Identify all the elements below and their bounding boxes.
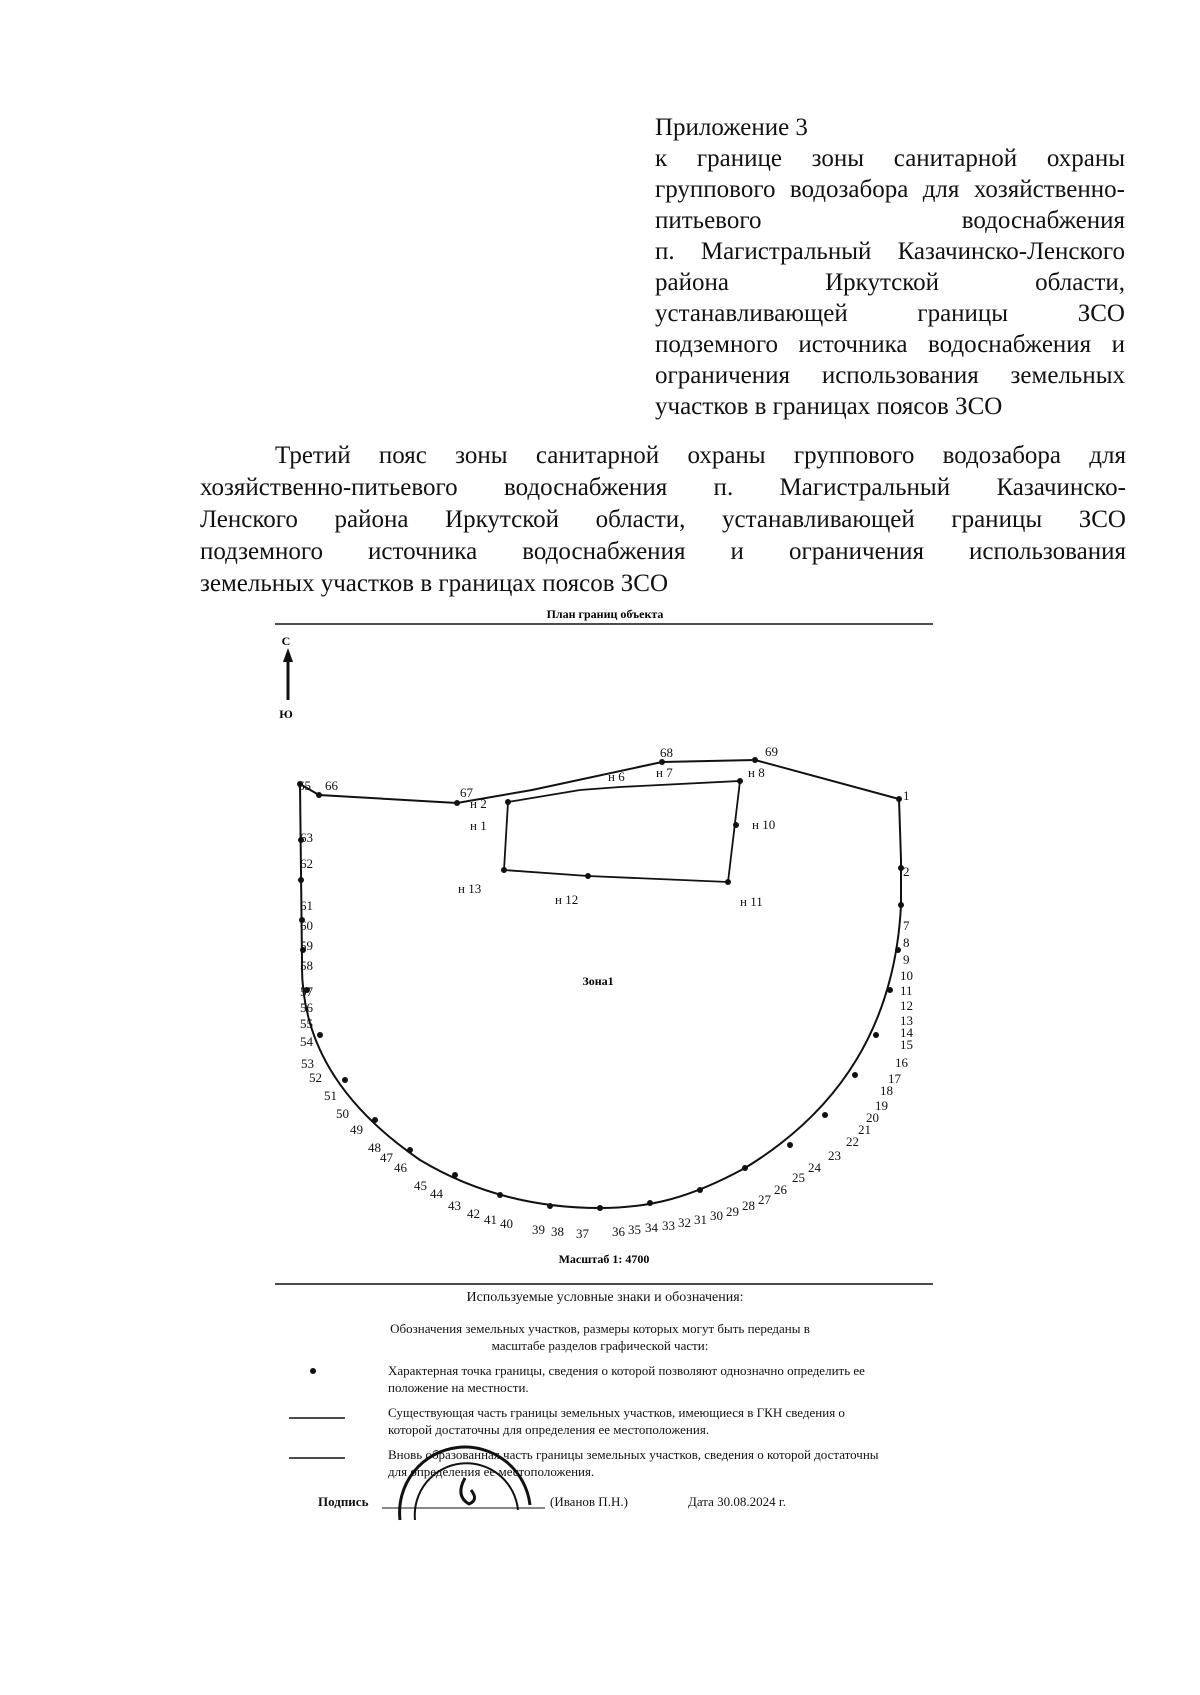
annex-line: участков в границах поясов ЗСО [655,393,1003,420]
point-label: 66 [325,778,338,793]
point-label: 43 [448,1198,461,1213]
point-label: 13 [900,1013,913,1028]
inner-point-label: н 11 [740,894,763,909]
annex-line: питьевого водоснабжения [655,207,1125,234]
point-label: 16 [895,1055,908,1070]
point-label: 44 [430,1186,443,1201]
point-label: 26 [774,1182,787,1197]
point-label: 9 [903,952,910,967]
inner-point-label: н 6 [608,769,625,784]
annex-line: устанавливающей границы ЗСО [655,300,1125,327]
point-label: 30 [710,1208,723,1223]
annex-line: п. Магистральный Казачинско-Ленского [655,238,1125,265]
heading-line: подземного источника водоснабжения и ограничения использования [200,538,1126,565]
point-label: 69 [765,744,778,759]
point-label: 36 [612,1224,625,1239]
point-label: 53 [301,1056,314,1071]
point-label: 50 [336,1106,349,1121]
scale-label: Масштаб 1: 4700 [558,1252,650,1266]
annex-line: ограничения использования земельных [655,362,1125,389]
point-label: 10 [900,968,913,983]
point-label: 12 [900,998,913,1013]
point-label: 31 [694,1212,707,1227]
heading-line: хозяйственно-питьевого водоснабжения п. Магистральный Казачинско- [200,474,1126,501]
annex-line: Приложение 3 [655,114,808,141]
annex-line: подземного источника водоснабжения и [655,331,1125,358]
point-label: 22 [846,1134,859,1149]
point-label: 18 [880,1083,893,1098]
point-label: 45 [414,1178,427,1193]
inner-point-label: н 1 [470,818,487,833]
point-label: 25 [792,1170,805,1185]
signature-date: Дата 30.08.2024 г. [688,1494,787,1509]
point-label: 20 [866,1110,879,1125]
signer-name: (Иванов П.Н.) [550,1494,628,1509]
annex-line: к границе зоны санитарной охраны [655,145,1125,172]
point-label: 41 [484,1212,497,1227]
point-label: 68 [660,745,673,760]
point-label: 19 [875,1098,888,1113]
point-label: 67 [460,785,473,800]
point-label: 7 [903,918,910,933]
point-label: 17 [888,1071,901,1086]
north-arrow-head [283,648,293,662]
legend-point-symbol [310,1368,316,1374]
point-label: 59 [300,938,313,953]
point-label: 55 [300,1016,313,1031]
heading-line: Третий пояс зоны санитарной охраны группового водозабора для [275,442,1126,469]
point-label: 39 [532,1222,545,1237]
outer-point-labels [298,744,914,1241]
point-label: 54 [300,1034,313,1049]
point-label: 8 [903,935,910,950]
heading-line: Ленского района Иркутской области, устанавливающей границы ЗСО [200,506,1126,533]
point-label: 47 [380,1150,393,1165]
point-label: 49 [350,1122,363,1137]
point-label: 48 [368,1140,381,1155]
point-label: 60 [300,918,313,933]
point-label: 58 [300,958,313,973]
point-label: 34 [645,1220,658,1235]
point-label: 23 [828,1148,841,1163]
legend-item-point: Характерная точка границы, сведения о которой позволяют однозначно определить ее положение на местности. [388,1363,865,1395]
inner-point-label: н 7 [656,765,673,780]
point-label: 57 [300,984,313,999]
legend-item-new: Вновь образованная часть границы земельных участков, сведения о которой достаточны для определения ее местоположения. [388,1447,879,1479]
inner-point-label: н 8 [748,765,765,780]
inner-point-label: н 13 [458,881,482,896]
inner-point-label: н 2 [470,796,487,811]
point-label: 61 [300,898,313,913]
point-label: 32 [678,1215,691,1230]
zone-label: Зона1 [582,974,614,988]
point-label: 52 [309,1070,322,1085]
point-label: 1 [903,788,910,803]
legend-title: Используемые условные знаки и обозначения: [466,1290,744,1305]
point-label: 42 [467,1206,480,1221]
legend-group-title: Обозначения земельных участков, размеры которых могут быть переданы в масштабе разделов графической части: [390,1321,810,1353]
inner-point-label: н 12 [555,892,579,907]
heading-line: земельных участков в границах поясов ЗСО [200,570,669,597]
south-label: Ю [279,707,293,721]
point-label: 37 [576,1226,589,1241]
annex-line: района Иркутской области, [655,269,1125,296]
point-label: 28 [742,1198,755,1213]
point-label: 29 [726,1204,739,1219]
north-label: С [281,634,291,648]
point-label: 21 [858,1122,871,1137]
point-label: 51 [324,1088,337,1103]
point-label: 11 [900,983,913,998]
point-label: 46 [394,1160,407,1175]
annex-line: группового водозабора для хозяйственно- [655,176,1125,203]
point-label: 63 [300,830,313,845]
point-label: 65 [298,778,311,793]
point-label: 27 [758,1192,771,1207]
point-label: 33 [662,1218,675,1233]
point-label: 38 [551,1224,564,1239]
point-label: 56 [300,1000,313,1015]
point-label: 15 [900,1037,913,1052]
point-label: 14 [900,1025,913,1040]
point-label: 2 [903,864,910,879]
point-label: 62 [300,856,313,871]
signature-label: Подпись [318,1494,369,1509]
point-label: 24 [808,1160,821,1175]
legend-item-existing: Существующая часть границы земельных участков, имеющиеся в ГКН сведения о которой достаточны для определения ее местоположения. [388,1405,845,1437]
point-label: 35 [628,1222,641,1237]
inner-parcel [504,781,740,882]
plan-title: План границ объекта [546,607,664,621]
inner-point-label: н 10 [752,817,776,832]
point-label: 40 [500,1216,513,1231]
